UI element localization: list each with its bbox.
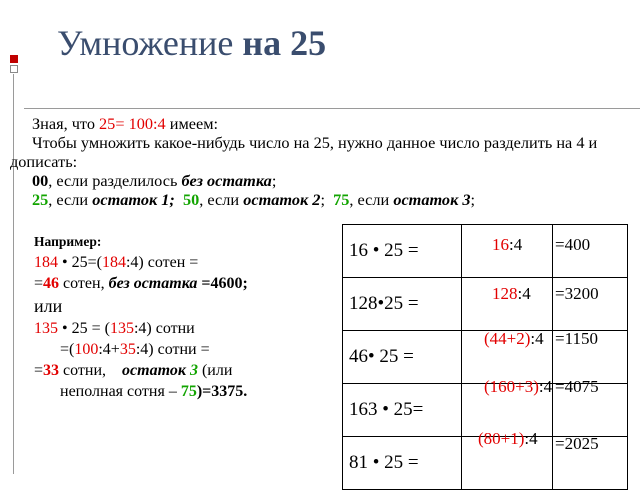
result-cell: [553, 225, 628, 278]
result-value: =1150: [555, 329, 598, 348]
result-value: =3200: [555, 284, 599, 303]
rules-text: [10, 114, 635, 209]
text-bold: =4600;: [197, 275, 248, 292]
text: , если: [349, 190, 394, 209]
text: , если: [48, 190, 93, 209]
text: =(: [60, 341, 75, 358]
division-red: (80+1): [478, 429, 525, 448]
table-row: [343, 331, 628, 384]
title-accent-square: [10, 55, 18, 63]
text: :4) сотни =: [135, 341, 210, 358]
text: :4+: [98, 341, 120, 358]
result-value: =4075: [555, 377, 599, 396]
table-row: [343, 437, 628, 490]
text-red: 135: [34, 320, 58, 337]
result-cell: [553, 331, 628, 384]
example-line-1: [34, 252, 334, 273]
division-rest: :4: [517, 284, 531, 303]
text-bold: 00: [32, 171, 49, 190]
text-bold-italic: без остатка: [108, 275, 198, 292]
division-rest: :4: [524, 429, 538, 448]
example-heading: Например:: [34, 234, 102, 249]
text: Зная, что: [32, 114, 100, 133]
text: сотен,: [59, 275, 109, 292]
text-red: 135: [109, 320, 134, 337]
division-cell: [462, 429, 553, 490]
expression-cell: 81 • 25 =: [343, 437, 462, 490]
text: , если разделилось: [48, 171, 182, 190]
division-red: (160+3): [484, 377, 539, 396]
example-line-6: [34, 360, 334, 381]
division-rest: :4: [538, 377, 553, 396]
text: имеем:: [165, 114, 219, 133]
text: сотни,: [59, 362, 123, 379]
result-value: =400: [555, 235, 591, 254]
division-rest: :4: [509, 235, 523, 254]
text-bold-italic: остаток 3: [393, 190, 471, 209]
example-line-4: [34, 318, 334, 339]
text: , если: [199, 190, 244, 209]
example-block: [34, 232, 334, 402]
example-line-2: [34, 273, 334, 294]
text: ;: [320, 190, 325, 209]
text: • 25=(: [58, 254, 102, 271]
division-red: 128: [492, 284, 518, 303]
text-red: 25= 100:4: [99, 114, 166, 133]
text: :4) сотен =: [125, 254, 199, 271]
text: :4) сотни: [133, 320, 195, 337]
text: ;: [470, 190, 476, 209]
result-cell: [553, 434, 628, 490]
text-red-bold: 46: [43, 275, 60, 292]
expression-cell: 46• 25 =: [343, 331, 462, 384]
rule-line-2: [10, 133, 635, 171]
example-line-5: [34, 339, 334, 360]
expression-cell: 163 • 25=: [343, 384, 462, 437]
title-outline-square: [10, 65, 18, 73]
text-green: 3: [189, 362, 198, 379]
title-underline: [24, 108, 640, 109]
table-row: [343, 278, 628, 331]
text: • 25 = (: [58, 320, 110, 337]
text-bold: )=3375.: [196, 383, 248, 400]
text-red: 184: [34, 254, 58, 271]
result-value: =2025: [555, 434, 599, 453]
division-red: (44+2): [484, 329, 531, 348]
rule-line-1: [10, 114, 635, 133]
text-bold-italic: остаток 1;: [92, 190, 175, 209]
example-line-3: или: [34, 296, 63, 316]
worked-examples-table: [342, 224, 628, 490]
division-red: 16: [492, 235, 509, 254]
text-green: 75: [333, 190, 350, 209]
text: ;: [271, 171, 277, 190]
text: неполная сотня –: [60, 383, 181, 400]
slide-title: [57, 22, 326, 64]
expression-cell: 128•25 =: [343, 278, 462, 331]
title-bold: на 25: [242, 23, 327, 63]
example-line-7: [34, 381, 334, 402]
result-cell: [553, 278, 628, 331]
text-bold-italic: остаток: [122, 362, 190, 379]
text-green: 75: [180, 383, 197, 400]
division-cell: [462, 278, 553, 331]
text: =: [34, 275, 44, 292]
expression-cell: 16 • 25 =: [343, 225, 462, 278]
rule-line-3: [10, 171, 635, 190]
rule-line-4: [10, 190, 635, 209]
text-red-bold: 33: [43, 362, 60, 379]
text: =: [34, 362, 44, 379]
text: (или: [197, 362, 233, 379]
text-red: 184: [101, 254, 126, 271]
table-row: [343, 225, 628, 278]
division-cell: [462, 225, 553, 278]
division-rest: :4: [530, 329, 544, 348]
text: Чтобы умножить какое-нибудь число на 25, нужно данное число разделить на 4 и дописать:: [10, 133, 598, 171]
result-cell: [553, 377, 628, 437]
text-red: 35: [119, 341, 136, 358]
title-normal: Умножение: [57, 23, 243, 63]
text-red: 100: [74, 341, 99, 358]
text-green: 50: [183, 190, 200, 209]
text-green: 25: [32, 190, 49, 209]
division-cell: [462, 331, 553, 384]
text-bold-italic: без остатка: [181, 171, 272, 190]
text-bold-italic: остаток 2: [243, 190, 321, 209]
